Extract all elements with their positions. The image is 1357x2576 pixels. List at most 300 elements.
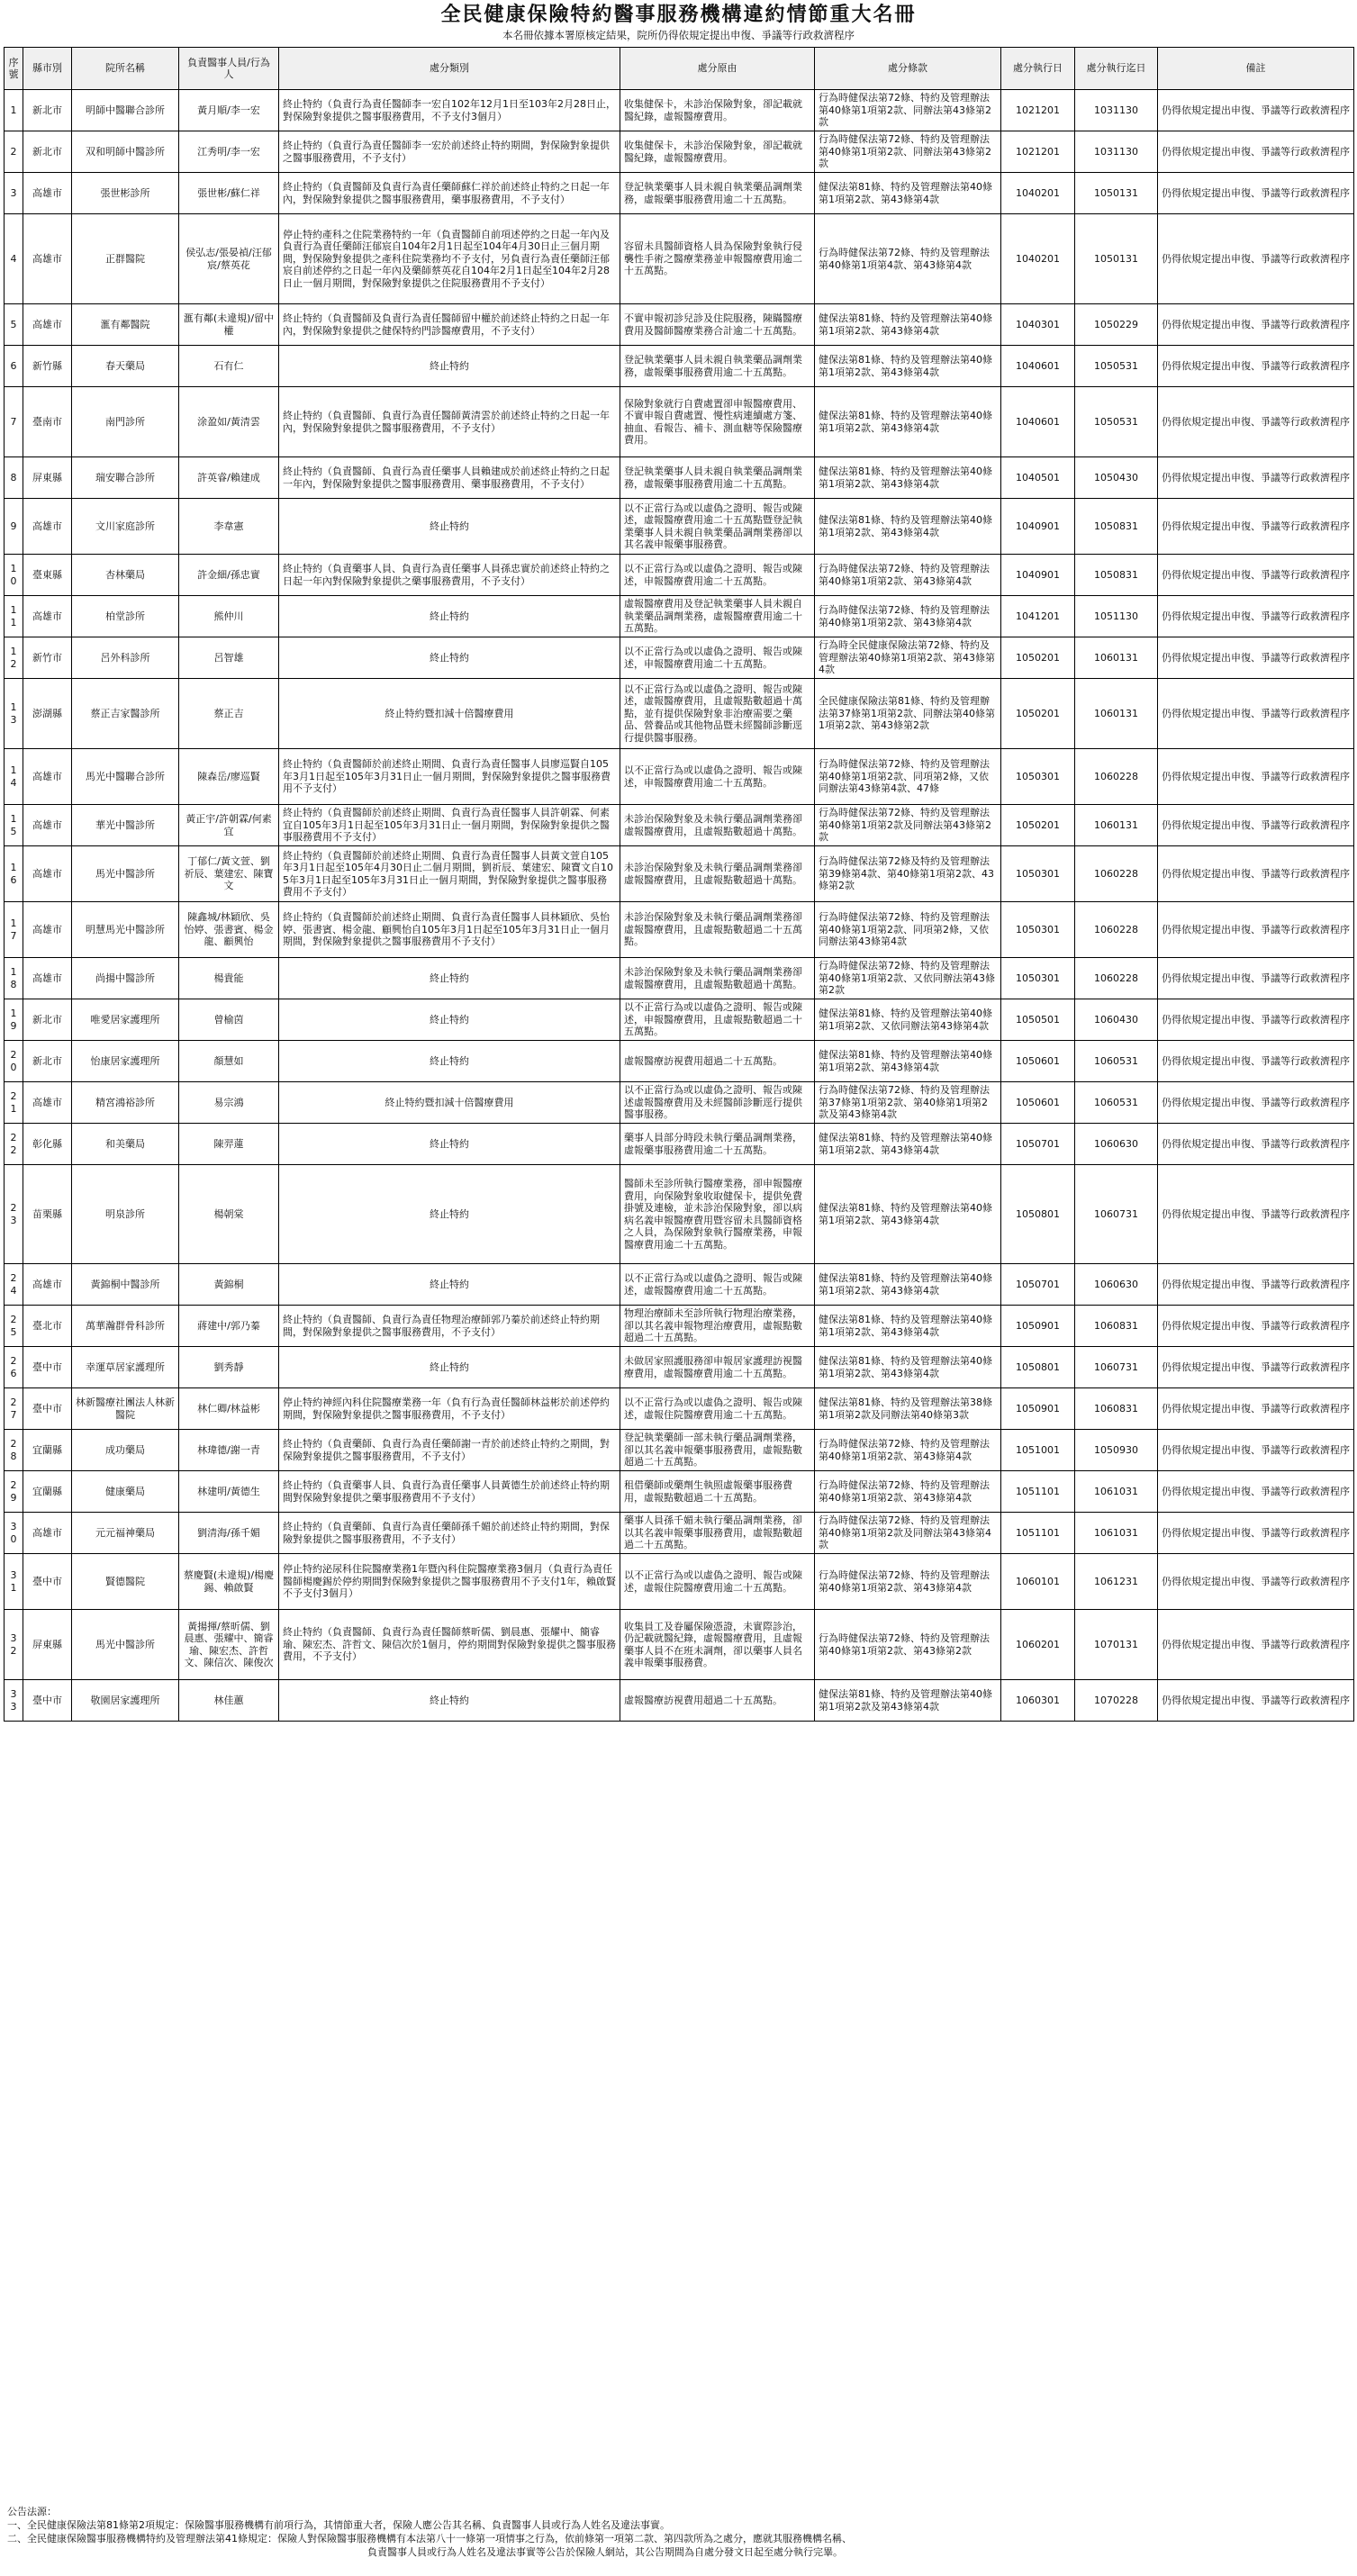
cell-end: 1060228 [1075,958,1158,999]
header-county: 縣市別 [23,48,72,90]
cell-end: 1061031 [1075,1471,1158,1513]
cell-seq: 19 [5,999,23,1041]
cell-type: 終止特約暨扣減十倍醫療費用 [279,679,620,749]
table-row [5,1430,1354,1471]
table-row [5,1513,1354,1554]
cell-clause: 行為時健保法第72條、特約及管理辦法第40條第1項第2款、同辦法第43條第2款 [815,131,1001,173]
cell-seq: 22 [5,1124,23,1165]
table-row [5,499,1354,555]
cell-end: 1060630 [1075,1264,1158,1306]
cell-note: 仍得依規定提出申復、爭議等行政救濟程序 [1158,346,1354,387]
cell-county: 高雄市 [23,1264,72,1306]
cell-name: 馬光中醫聯合診所 [72,749,179,805]
table-row [5,1082,1354,1124]
cell-county: 屏東縣 [23,1610,72,1680]
cell-note: 仍得依規定提出申復、爭議等行政救濟程序 [1158,1513,1354,1554]
cell-county: 高雄市 [23,846,72,902]
cell-note: 仍得依規定提出申復、爭議等行政救濟程序 [1158,499,1354,555]
cell-clause: 行為時健保法第72條、特約及管理辦法第40條第1項第2款、第43條第2款 [815,1610,1001,1680]
cell-seq: 10 [5,555,23,596]
cell-note: 仍得依規定提出申復、爭議等行政救濟程序 [1158,1264,1354,1306]
cell-county: 高雄市 [23,304,72,346]
cell-person: 陳羿蓮 [179,1124,279,1165]
cell-seq: 3 [5,173,23,214]
cell-type: 終止特約（負責醫師及負責行為責任藥師蘇仁祥於前述終止特約之日起一年內，對保險對象提供之醫事服務費用，藥事服務費用，不予支付） [279,173,620,214]
cell-end: 1061231 [1075,1554,1158,1610]
cell-start: 1021201 [1001,90,1075,131]
table-row [5,173,1354,214]
cell-person: 林仁卿/林益彬 [179,1388,279,1430]
cell-reason: 以不正當行為或以虛偽之證明、報告或陳述，虛報醫療費用，且虛報點數超過十萬點，並有提供保險對象非治療需要之藥品、營養品或其他物品暨未經醫師診斷逕行提供醫事服務。 [620,679,815,749]
cell-type: 終止特約（負責醫師、負責行為責任醫師黃清雲於前述終止特約之日起一年內，對保險對象提供之醫事服務費用，不予支付） [279,387,620,457]
cell-seq: 18 [5,958,23,999]
table-row [5,679,1354,749]
cell-name: 賢德醫院 [72,1554,179,1610]
cell-start: 1041201 [1001,596,1075,637]
cell-reason: 不實申報初診兒診及住院服務，陳瞞醫療費用及醫師醫療業務合計逾二十五萬點。 [620,304,815,346]
cell-county: 新北市 [23,131,72,173]
cell-reason: 收集健保卡，未診治保險對象，卻記載就醫紀錄，虛報醫療費用。 [620,90,815,131]
cell-type: 終止特約 [279,958,620,999]
cell-clause: 行為時健保法第72條、特約及管理辦法第40條第1項第2款、第43條第4款 [815,555,1001,596]
cell-county: 高雄市 [23,1082,72,1124]
cell-end: 1070131 [1075,1610,1158,1680]
cell-note: 仍得依規定提出申復、爭議等行政救濟程序 [1158,1041,1354,1082]
cell-person: 石有仁 [179,346,279,387]
cell-name: 林新醫療社團法人林新醫院 [72,1388,179,1430]
cell-clause: 健保法第81條、特約及管理辦法第40條第1項第2款、第43條第4款 [815,1347,1001,1388]
cell-county: 高雄市 [23,499,72,555]
notes-line-1: 一、全民健康保險法第81條第2項規定：保險醫事服務機構有前項行為，其情節重大者，保險人應公告其名稱、負責醫事人員或行為人姓名及違法事實。 [7,2519,670,2531]
cell-name: 馬光中醫診所 [72,1610,179,1680]
cell-type: 終止特約 [279,1124,620,1165]
cell-type: 終止特約 [279,1264,620,1306]
cell-county: 高雄市 [23,596,72,637]
cell-start: 1060101 [1001,1554,1075,1610]
cell-type: 終止特約（負責醫師及負責行為責任醫師留中權於前述終止特約之日起一年內，對保險對象提供之健保特約門診醫療費用，不予支付） [279,304,620,346]
cell-name: 張世彬診所 [72,173,179,214]
header-type: 處分類別 [279,48,620,90]
cell-end: 1050930 [1075,1430,1158,1471]
cell-type: 終止特約 [279,637,620,679]
header-reason: 處分原由 [620,48,815,90]
cell-county: 新竹市 [23,637,72,679]
table-row [5,1610,1354,1680]
cell-county: 高雄市 [23,1513,72,1554]
cell-start: 1050201 [1001,805,1075,846]
cell-clause: 健保法第81條、特約及管理辦法第40條第1項第2款、第43條第4款 [815,457,1001,499]
cell-county: 臺中市 [23,1347,72,1388]
cell-person: 許英睿/賴建成 [179,457,279,499]
cell-county: 新北市 [23,90,72,131]
cell-end: 1060131 [1075,805,1158,846]
cell-start: 1050301 [1001,846,1075,902]
cell-note: 仍得依規定提出申復、爭議等行政救濟程序 [1158,805,1354,846]
cell-county: 高雄市 [23,749,72,805]
cell-reason: 以不正當行為或以虛偽之證明、報告或陳述，申報醫療費用，且虛報點數超過二十五萬點。 [620,999,815,1041]
cell-reason: 藥事人員部分時段未執行藥品調劑業務，虛報藥事服務費用逾二十五萬點。 [620,1124,815,1165]
cell-person: 林建明/黃德生 [179,1471,279,1513]
cell-name: 唯愛居家護理所 [72,999,179,1041]
cell-person: 曾榆茵 [179,999,279,1041]
cell-name: 南門診所 [72,387,179,457]
cell-clause: 健保法第81條、特約及管理辦法第40條第1項第2款、第43條第4款 [815,304,1001,346]
table-row [5,346,1354,387]
cell-type: 終止特約 [279,999,620,1041]
cell-clause: 健保法第81條、特約及管理辦法第40條第1項第2款及第43條第4款 [815,1680,1001,1722]
cell-note: 仍得依規定提出申復、爭議等行政救濟程序 [1158,902,1354,958]
cell-start: 1050201 [1001,679,1075,749]
cell-start: 1040501 [1001,457,1075,499]
cell-person: 熊仲川 [179,596,279,637]
document-title: 全民健康保險特約醫事服務機構違約情節重大名冊 [440,3,917,26]
cell-start: 1050801 [1001,1347,1075,1388]
cell-county: 澎湖縣 [23,679,72,749]
cell-end: 1031130 [1075,90,1158,131]
cell-reason: 以不正當行為或以虛偽之證明、報告或陳述，虛報住院醫療費用逾二十五萬點。 [620,1388,815,1430]
cell-type: 終止特約（負責醫師、負責行為責任醫師蔡昕儒、劉晨惠、張耀中、簡睿瑜、陳宏杰、許哲文、陳信次於1個月，停約期間對保險對象提供之醫事服務費用，不予支付） [279,1610,620,1680]
cell-clause: 健保法第81條、特約及管理辦法第40條第1項第2款、又依同辦法第43條第4款 [815,999,1001,1041]
cell-type: 終止特約（負責醫師於前述終止期間、負責行為責任醫事人員廖巡賢自105年3月1日起至105年3月31日止一個月期間，對保險對象提供之醫事服務費用不予支付） [279,749,620,805]
cell-note: 仍得依規定提出申復、爭議等行政救濟程序 [1158,999,1354,1041]
cell-reason: 以不正當行為或以虛偽之證明、報告或陳述，申報醫療費用逾二十五萬點。 [620,555,815,596]
cell-note: 仍得依規定提出申復、爭議等行政救濟程序 [1158,457,1354,499]
notes-line-3: 負責醫事人員或行為人姓名及違法事實等公告於保險人網站，其公告期間為自處分發文日起至處分執行完畢。 [367,2546,843,2558]
cell-seq: 11 [5,596,23,637]
cell-name: 和美藥局 [72,1124,179,1165]
cell-person: 黃正宇/許朝霖/何素宜 [179,805,279,846]
cell-clause: 健保法第81條、特約及管理辦法第38條第1項第2款及同辦法第40條第3款 [815,1388,1001,1430]
cell-seq: 21 [5,1082,23,1124]
cell-type: 終止特約（負責藥事人員、負責行為責任藥事人員孫忠實於前述終止特約之日起一年內對保險對象提供之藥事服務費用，不予支付） [279,555,620,596]
cell-type: 終止特約（負責藥師、負責行為責任藥師謝一青於前述終止特約之期間，對保險對象提供之醫事服務費用，不予支付） [279,1430,620,1471]
cell-type: 終止特約（負責行為責任醫師李一宏自102年12月1日至103年2月28日止，對保險對象提供之醫事服務費用，不予支付3個月） [279,90,620,131]
table-row [5,999,1354,1041]
cell-clause: 行為時健保法第72條、特約及管理辦法第40條第1項第2款、第43條第4款 [815,1471,1001,1513]
cell-clause: 行為時健保法第72條、特約及管理辦法第40條第1項第2款、第43條第4款 [815,1554,1001,1610]
cell-person: 易宗鴻 [179,1082,279,1124]
cell-seq: 25 [5,1306,23,1347]
cell-reason: 收集員工及眷屬保險憑證，未實際診治，仍記載就醫紀錄，虛報醫療費用，且虛報藥事人員不在班未調劑，卻以藥事人員名義申報藥事服務費。 [620,1610,815,1680]
cell-end: 1060228 [1075,846,1158,902]
cell-reason: 容留未具醫師資格人員為保險對象執行侵襲性手術之醫療業務並申報醫療費用逾二十五萬點。 [620,214,815,304]
cell-person: 丁郁仁/黃文萱、劉祈辰、葉建宏、陳寶文 [179,846,279,902]
cell-name: 幸運草居家護理所 [72,1347,179,1388]
cell-end: 1060531 [1075,1082,1158,1124]
cell-reason: 保險對象就行自費處置卻申報醫療費用、不實申報自費處置、慢性病連續處方箋、抽血、看報告、補卡、測血糖等保險醫療費用。 [620,387,815,457]
cell-reason: 未診治保險對象及未執行藥品調劑業務卻虛報醫療費用，且虛報點數超過二十五萬點。 [620,902,815,958]
cell-person: 楊貴能 [179,958,279,999]
cell-person: 陳鑫城/林穎欣、吳怡婷、張書賓、楊金龍、顧興怡 [179,902,279,958]
cell-note: 仍得依規定提出申復、爭議等行政救濟程序 [1158,846,1354,902]
cell-name: 敬園居家護理所 [72,1680,179,1722]
cell-start: 1040901 [1001,555,1075,596]
cell-name: 瑞安聯合診所 [72,457,179,499]
cell-end: 1051130 [1075,596,1158,637]
cell-note: 仍得依規定提出申復、爭議等行政救濟程序 [1158,1430,1354,1471]
cell-start: 1040301 [1001,304,1075,346]
cell-seq: 13 [5,679,23,749]
cell-seq: 2 [5,131,23,173]
page [0,2,1357,2576]
header-start: 處分執行日 [1001,48,1075,90]
cell-seq: 12 [5,637,23,679]
cell-county: 高雄市 [23,173,72,214]
cell-name: 精宮鴻裕診所 [72,1082,179,1124]
cell-name: 怡康居家護理所 [72,1041,179,1082]
table-row [5,958,1354,999]
cell-start: 1050301 [1001,902,1075,958]
cell-reason: 虛報醫療訪視費用超過二十五萬點。 [620,1041,815,1082]
cell-type: 終止特約（負責行為責任醫師李一宏於前述終止特約期間，對保險對象提供之醫事服務費用，不予支付） [279,131,620,173]
cell-person: 蔡慶賢(未違規)/楊慶錫、賴啟賢 [179,1554,279,1610]
cell-seq: 27 [5,1388,23,1430]
cell-type: 終止特約 [279,346,620,387]
table-row [5,1264,1354,1306]
cell-person: 許金細/孫忠實 [179,555,279,596]
cell-person: 劉清海/孫千媚 [179,1513,279,1554]
cell-name: 春天藥局 [72,346,179,387]
cell-clause: 行為時健保法第72條、特約及管理辦法第40條第1項第4款、第43條第4款 [815,214,1001,304]
cell-name: 黃錦桐中醫診所 [72,1264,179,1306]
cell-clause: 行為時健保法第72條及特約及管理辦法第39條第4款、第40條第1項第2款、43條第2款 [815,846,1001,902]
table-row [5,1306,1354,1347]
cell-end: 1060228 [1075,749,1158,805]
cell-county: 臺中市 [23,1388,72,1430]
cell-note: 仍得依規定提出申復、爭議等行政救濟程序 [1158,637,1354,679]
cell-clause: 行為時健保法第72條、特約及管理辦法第40條第1項第2款、第43條第4款 [815,596,1001,637]
cell-end: 1060228 [1075,902,1158,958]
cell-person: 林佳蕙 [179,1680,279,1722]
cell-reason: 醫師未至診所執行醫療業務，卻申報醫療費用，向保險對象收取健保卡，提供免費掛號及連檢，並未診治保險對象，卻以病病名義申報醫療費用暨容留未具醫師資格之人員，為保險對象執行醫療業務，申報醫療費用逾二十五萬點。 [620,1165,815,1264]
cell-reason: 未做居家照護服務卻申報居家護理訪視醫療費用，虛報醫療費用逾二十五萬點。 [620,1347,815,1388]
cell-start: 1040201 [1001,173,1075,214]
cell-name: 元元福神藥局 [72,1513,179,1554]
cell-note: 仍得依規定提出申復、爭議等行政救濟程序 [1158,596,1354,637]
cell-end: 1060831 [1075,1306,1158,1347]
cell-clause: 行為時健保法第72條、特約及管理辦法第40條第1項第2款、又依同辦法第43條第2款 [815,958,1001,999]
cell-type: 停止特約產科之住院業務特約一年（負責醫師自前項述停約之日起一年內及負責行為責任藥師汪郁宸自104年2月1日起至104年4月30日止三個月期間，對保險對象提供之產科住院業務均不予支付，另負責行為責任藥師汪郁宸自前述停約之日起一年內及藥師蔡英花自104年2月1日起至104年2月28日止一個月期間，對保險對象提供之住院服務費用不予支付） [279,214,620,304]
cell-type: 終止特約（負責醫師、負責行為責任藥事人員賴建成於前述終止特約之日起一年內，對保險對象提供之醫事服務費用、藥事服務費用，不予支付） [279,457,620,499]
cell-seq: 30 [5,1513,23,1554]
cell-note: 仍得依規定提出申復、爭議等行政救濟程序 [1158,679,1354,749]
cell-note: 仍得依規定提出申復、爭議等行政救濟程序 [1158,1471,1354,1513]
cell-end: 1050831 [1075,555,1158,596]
table-row [5,596,1354,637]
cell-county: 臺中市 [23,1680,72,1722]
cell-county: 彰化縣 [23,1124,72,1165]
table-row [5,749,1354,805]
cell-person: 蔡正吉 [179,679,279,749]
table-row [5,1347,1354,1388]
cell-name: 萬華瀚群骨科診所 [72,1306,179,1347]
cell-start: 1050201 [1001,637,1075,679]
cell-clause: 行為時健保法第72條、特約及管理辦法第40條第1項第2款及同辦法第43條第4款 [815,1513,1001,1554]
cell-county: 宜蘭縣 [23,1471,72,1513]
cell-end: 1050131 [1075,214,1158,304]
cell-name: 尚揚中醫診所 [72,958,179,999]
cell-note: 仍得依規定提出申復、爭議等行政救濟程序 [1158,1165,1354,1264]
cell-reason: 收集健保卡，未診治保險對象，卻記載就醫紀錄，虛報醫療費用。 [620,131,815,173]
cell-type: 終止特約（負責醫師於前述終止期間、負責行為責任醫事人員黃文萱自105年3月1日起至105年4月30日止二個月期間，劉祈辰、葉建宏、陳寶文自105年3月1日起至105年3月31日止一個月期間，對保險對象提供之醫事服務費用不予支付） [279,846,620,902]
cell-county: 高雄市 [23,958,72,999]
cell-clause: 健保法第81條、特約及管理辦法第40條第1項第2款、第43條第4款 [815,1264,1001,1306]
cell-person: 涂盈如/黃清雲 [179,387,279,457]
cell-type: 終止特約（負責醫師於前述終止期間、負責行為責任醫事人員許朝霖、何素宜自105年3月1日起至105年3月31日止一個月期間，對保險對象提供之醫事服務費用不予支付） [279,805,620,846]
cell-note: 仍得依規定提出申復、爭議等行政救濟程序 [1158,90,1354,131]
cell-start: 1050601 [1001,1041,1075,1082]
cell-clause: 行為時健保法第72條、特約及管理辦法第40條第1項第2款、同辦法第43條第2款 [815,90,1001,131]
cell-seq: 9 [5,499,23,555]
cell-end: 1031130 [1075,131,1158,173]
cell-clause: 行為時健保法第72條、特約及管理辦法第40條第1項第2款及同辦法第43條第2款 [815,805,1001,846]
cell-person: 江秀明/李一宏 [179,131,279,173]
table-row [5,1680,1354,1722]
cell-reason: 以不正當行為或以虛偽之證明、報告或陳述，申報醫療費用逾二十五萬點。 [620,637,815,679]
cell-clause: 健保法第81條、特約及管理辦法第40條第1項第2款、第43條第4款 [815,1041,1001,1082]
cell-county: 宜蘭縣 [23,1430,72,1471]
cell-type: 終止特約 [279,499,620,555]
cell-reason: 登記執業藥事人員未親自執業藥品調劑業務，虛報藥事服務費用逾二十五萬點。 [620,173,815,214]
cell-seq: 1 [5,90,23,131]
cell-note: 仍得依規定提出申復、爭議等行政救濟程序 [1158,214,1354,304]
cell-reason: 未診治保險對象及未執行藥品調劑業務卻虛報醫療費用，且虛報點數超過十萬點。 [620,846,815,902]
cell-type: 終止特約（負責醫師、負責行為責任物理治療師郭乃蓁於前述終止特約期間，對保險對象提供之醫事服務費用，不予支付） [279,1306,620,1347]
cell-clause: 健保法第81條、特約及管理辦法第40條第1項第2款、第43條第4款 [815,499,1001,555]
header-seq: 序號 [5,48,23,90]
table-row [5,1388,1354,1430]
cell-note: 仍得依規定提出申復、爭議等行政救濟程序 [1158,1680,1354,1722]
table-row [5,637,1354,679]
cell-note: 仍得依規定提出申復、爭議等行政救濟程序 [1158,958,1354,999]
cell-name: 正群醫院 [72,214,179,304]
cell-type: 停止特約泌尿科住院醫療業務1年暨內科住院醫療業務3個月（負責行為責任醫師楊慶錫於停約期間對保險對象提供之醫事服務費用不予支付1年，賴啟賢不予支付3個月） [279,1554,620,1610]
cell-reason: 以不正當行為或以虛偽之證明、報告或陳述，虛報醫療費用逾二十五萬點暨登記執業藥事人員未親自執業藥品調劑業務卻以其名義申報藥事服務費。 [620,499,815,555]
cell-start: 1050701 [1001,1264,1075,1306]
cell-person: 李韋憲 [179,499,279,555]
cell-person: 劉秀靜 [179,1347,279,1388]
cell-clause: 健保法第81條、特約及管理辦法第40條第1項第2款、第43條第4款 [815,1306,1001,1347]
cell-clause: 行為時健保法第72條、特約及管理辦法第40條第1項第2款、同項第2條，又依同辦法第43條第4款 [815,902,1001,958]
cell-person: 黃揚揮/蔡昕儒、劉晨惠、張耀中、簡睿瑜、陳宏杰、許哲文、陳信次、陳俊次 [179,1610,279,1680]
notes-heading: 公告法源： [7,2506,57,2517]
cell-name: 柏堂診所 [72,596,179,637]
cell-county: 屏東縣 [23,457,72,499]
cell-person: 楊朝棠 [179,1165,279,1264]
cell-name: 馬光中醫診所 [72,846,179,902]
cell-name: 明慧馬光中醫診所 [72,902,179,958]
cell-end: 1061031 [1075,1513,1158,1554]
cell-seq: 26 [5,1347,23,1388]
cell-type: 終止特約暨扣減十倍醫療費用 [279,1082,620,1124]
cell-person: 黃錦桐 [179,1264,279,1306]
cell-person: 侯弘志/張晏禎/汪郁宸/蔡英花 [179,214,279,304]
table-row [5,90,1354,131]
cell-clause: 健保法第81條、特約及管理辦法第40條第1項第2款、第43條第4款 [815,387,1001,457]
cell-seq: 17 [5,902,23,958]
cell-name: 蔡正吉家醫診所 [72,679,179,749]
cell-seq: 20 [5,1041,23,1082]
table-row [5,1041,1354,1082]
cell-person: 張世彬/蘇仁祥 [179,173,279,214]
cell-seq: 8 [5,457,23,499]
cell-name: 双和明師中醫診所 [72,131,179,173]
table-row [5,555,1354,596]
cell-start: 1040601 [1001,346,1075,387]
cell-person: 蔣建中/郭乃蓁 [179,1306,279,1347]
document-subtitle: 本名冊依據本署原核定結果，院所仍得依規定提出申復、爭議等行政救濟程序 [502,29,855,41]
cell-person: 滙有鄰(未違規)/留中權 [179,304,279,346]
table-row [5,846,1354,902]
cell-clause: 行為時健保法第72條、特約及管理辦法第37條第1項第2款、第40條第1項第2款及第43條第4款 [815,1082,1001,1124]
cell-start: 1040201 [1001,214,1075,304]
header-name: 院所名稱 [72,48,179,90]
cell-type: 終止特約（負責醫師於前述終止期間、負責行為責任醫事人員林穎欣、吳怡婷、張書賓、楊金龍、顧興怡自105年3月1日起至105年3月31日止一個月期間，對保險對象提供之醫事服務費用不予支付） [279,902,620,958]
cell-clause: 健保法第81條、特約及管理辦法第40條第1項第2款、第43條第4款 [815,346,1001,387]
cell-person: 顏慧如 [179,1041,279,1082]
cell-start: 1021201 [1001,131,1075,173]
table-row [5,387,1354,457]
cell-name: 健康藥局 [72,1471,179,1513]
cell-county: 高雄市 [23,805,72,846]
cell-end: 1070228 [1075,1680,1158,1722]
cell-seq: 15 [5,805,23,846]
cell-name: 明師中醫聯合診所 [72,90,179,131]
table-body [5,90,1354,1722]
table-row [5,805,1354,846]
cell-note: 仍得依規定提出申復、爭議等行政救濟程序 [1158,387,1354,457]
cell-start: 1050701 [1001,1124,1075,1165]
cell-reason: 以不正當行為或以虛偽之證明、報告或陳述，虛報住院醫療費用逾二十五萬點。 [620,1554,815,1610]
cell-seq: 32 [5,1610,23,1680]
cell-type: 終止特約 [279,1680,620,1722]
cell-note: 仍得依規定提出申復、爭議等行政救濟程序 [1158,1388,1354,1430]
header-note: 備註 [1158,48,1354,90]
cell-county: 新北市 [23,1041,72,1082]
cell-note: 仍得依規定提出申復、爭議等行政救濟程序 [1158,304,1354,346]
cell-end: 1050131 [1075,173,1158,214]
cell-note: 仍得依規定提出申復、爭議等行政救濟程序 [1158,1610,1354,1680]
cell-seq: 24 [5,1264,23,1306]
table-row [5,1471,1354,1513]
cell-reason: 未診治保險對象及未執行藥品調劑業務卻虛報醫療費用，且虛報點數超過十萬點。 [620,958,815,999]
cell-start: 1060301 [1001,1680,1075,1722]
cell-clause: 行為時健保法第72條、特約及管理辦法第40條第1項第2款、第43條第4款 [815,1430,1001,1471]
cell-type: 終止特約（負責藥師、負責行為責任藥師孫千媚於前述終止特約期間，對保險對象提供之醫事服務費用，不予支付） [279,1513,620,1554]
cell-note: 仍得依規定提出申復、爭議等行政救濟程序 [1158,173,1354,214]
cell-reason: 物理治療師未至診所執行物理治療業務，卻以其名義申報物理治療費用，虛報點數超過二十五萬點。 [620,1306,815,1347]
cell-start: 1051001 [1001,1430,1075,1471]
cell-end: 1050229 [1075,304,1158,346]
cell-seq: 16 [5,846,23,902]
table-row [5,902,1354,958]
cell-type: 終止特約 [279,1347,620,1388]
cell-start: 1040901 [1001,499,1075,555]
cell-name: 文川家庭診所 [72,499,179,555]
cell-county: 高雄市 [23,214,72,304]
cell-end: 1050531 [1075,387,1158,457]
cell-start: 1050901 [1001,1388,1075,1430]
cell-county: 臺北市 [23,1306,72,1347]
cell-name: 滙有鄰醫院 [72,304,179,346]
cell-end: 1060731 [1075,1347,1158,1388]
cell-county: 新北市 [23,999,72,1041]
cell-person: 黃月順/李一宏 [179,90,279,131]
cell-type: 終止特約 [279,596,620,637]
cell-person: 陳森岳/廖巡賢 [179,749,279,805]
cell-clause: 健保法第81條、特約及管理辦法第40條第1項第2款、第43條第4款 [815,1124,1001,1165]
cell-county: 臺中市 [23,1554,72,1610]
